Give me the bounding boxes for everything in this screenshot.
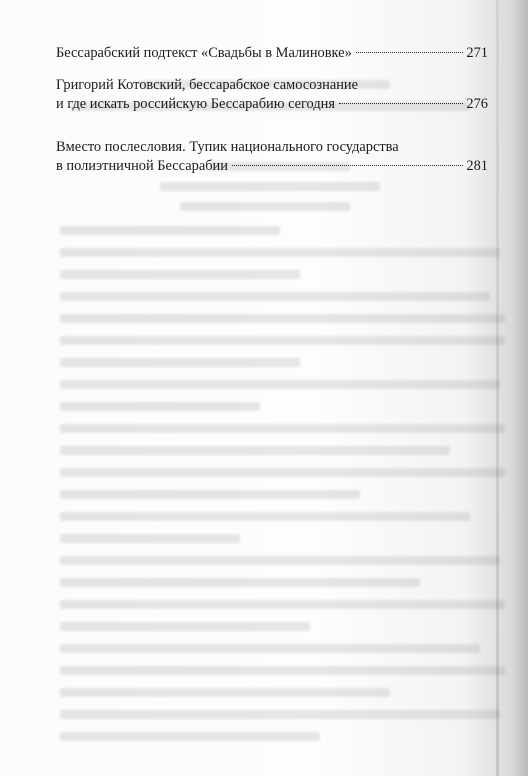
toc-entry-title: Григорий Котовский, бессарабское самосознание (56, 77, 358, 93)
page-edge-shadow (496, 0, 499, 776)
toc-entry-title: Бессарабский подтекст «Свадьбы в Малиновке» (56, 45, 352, 61)
toc-entry-title-continued: и где искать российскую Бессарабию сегодня (56, 96, 335, 112)
toc-page-number: 281 (466, 158, 488, 174)
table-of-contents (56, 44, 488, 189)
dot-leader (339, 103, 463, 104)
toc-page-number: 271 (466, 45, 488, 61)
dot-leader (232, 165, 463, 166)
toc-page-number: 276 (466, 96, 488, 112)
toc-entry[interactable] (56, 138, 488, 176)
toc-entry-title-continued: в полиэтничной Бессарабии (56, 158, 228, 174)
toc-entry-title: Вместо послесловия. Тупик национального государства (56, 139, 399, 155)
toc-entry[interactable] (56, 44, 488, 63)
toc-entry[interactable] (56, 76, 488, 114)
toc-entry-line (56, 95, 488, 114)
toc-entry-line (56, 44, 488, 63)
dot-leader (356, 52, 464, 53)
toc-entry-line (56, 76, 488, 95)
toc-entry-line (56, 157, 488, 176)
toc-spacer (56, 127, 488, 138)
toc-entry-line (56, 138, 488, 157)
